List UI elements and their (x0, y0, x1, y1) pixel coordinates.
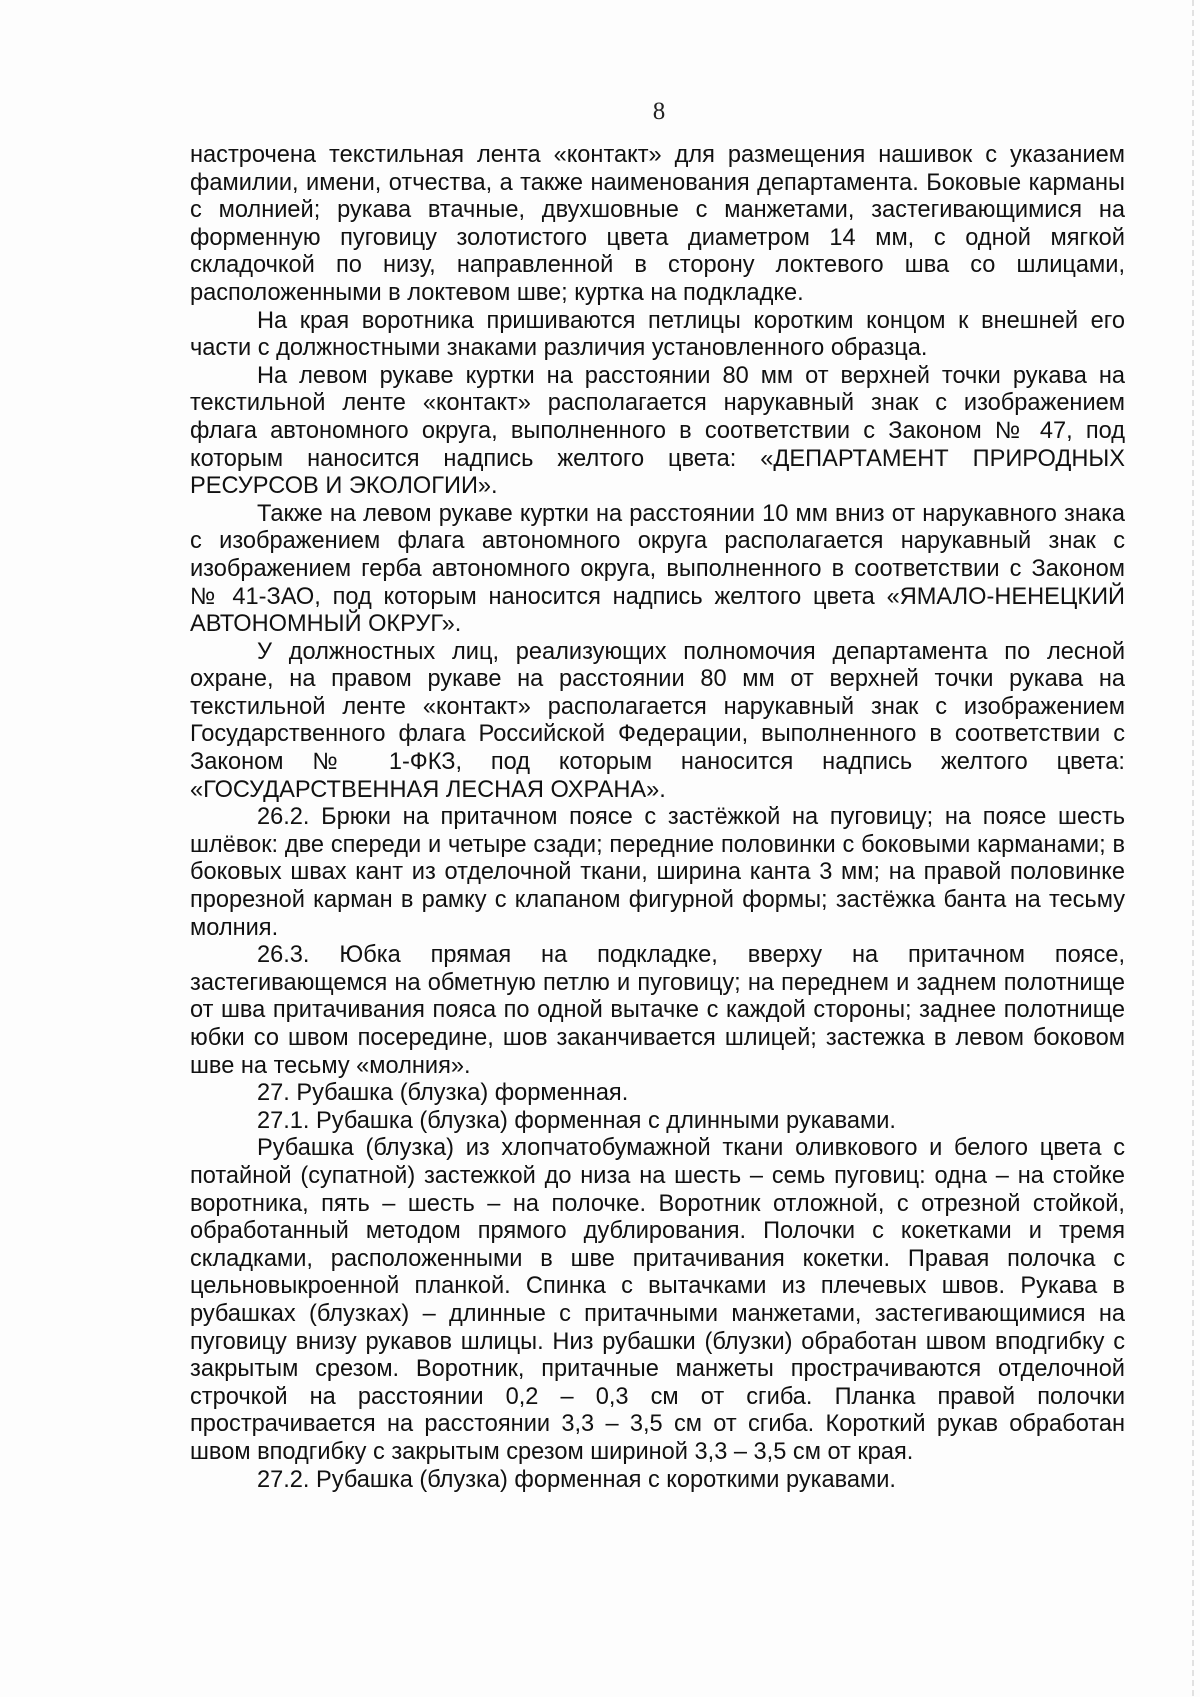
page-number: 8 (652, 98, 666, 125)
paragraph-shirt-long-heading: 27.1. Рубашка (блузка) форменная с длинными рукавами. (257, 1107, 896, 1134)
document-body (190, 142, 1125, 1494)
paragraph-continuation: настрочена текстильная лента «контакт» для размещения нашивок с указанием фамилии, имени, отчества, а также наименования департамента. Боковые карманы с молнией; рукава втачные, двухшовные с манжетами, застегивающимися на форменную пуговицу золотистого цвета диаметром 14 мм, с одной мягкой складочкой по низу, направленной в сторону локтевого шва со шлицами, расположенными в локтевом шве; куртка на подкладке. (190, 142, 1125, 306)
paragraph-shirt-short-heading: 27.2. Рубашка (блузка) форменная с короткими рукавами. (257, 1466, 896, 1493)
paragraph-right-sleeve: У должностных лиц, реализующих полномочия департамента по лесной охране, на правом рукаве на расстоянии 80 мм от верхней точки рукава на текстильной ленте «контакт» располагается нарукавный знак с изображением Государственного флага Российской Федерации, выполненного в соответствии с Законом № 1-ФКЗ, под которым наносится надпись желтого цвета: «ГОСУДАРСТВЕННАЯ ЛЕСНАЯ ОХРАНА». (190, 638, 1125, 803)
paragraph-shirt-description: Рубашка (блузка) из хлопчатобумажной ткани оливкового и белого цвета с потайной (супатной) застежкой до низа на шесть – семь пуговиц: одна – на стойке воротника, пять – шесть – на полочке. Воротник отложной, с отрезной стойкой, обработанный методом прямого дублирования. Полочки с кокетками и тремя складками, расположенными в шве притачивания кокетки. Правая полочка с цельновыкроенной планкой. Спинка с вытачками из плечевых швов. Рукава в рубашках (блузках) – длинные с притачными манжетами, застегивающимися на пуговицу внизу рукавов шлицы. Низ рубашки (блузки) обработан швом вподгибку с закрытым срезом. Воротник, притачные манжеты прострачиваются отделочной строчкой на расстоянии 0,2 – 0,3 см от сгиба. Планка правой полочки прострачивается на расстоянии 3,3 – 3,5 см от сгиба. Короткий рукав обработан швом вподгибку с закрытым срезом шириной 3,3 – 3,5 см от края. (190, 1135, 1125, 1465)
scan-edge (1192, 0, 1194, 1697)
paragraph-shirt-heading: 27. Рубашка (блузка) форменная. (257, 1080, 629, 1107)
paragraph-trousers: 26.2. Брюки на притачном поясе с застёжкой на пуговицу; на поясе шесть шлёвок: две спереди и четыре сзади; передние половинки с боковыми карманами; в боковых швах кант из отделочной ткани, ширина канта 3 мм; на правой половинке прорезной карман в рамку с клапаном фигурной формы; застёжка банта на тесьму молния. (190, 804, 1125, 941)
paragraph-left-sleeve-flag: На левом рукаве куртки на расстоянии 80 мм от верхней точки рукава на текстильной ленте «контакт» располагается нарукавный знак с изображением флага автономного округа, выполненного в соответствии с Законом № 47, под которым наносится надпись желтого цвета: «ДЕПАРТАМЕНТ ПРИРОДНЫХ РЕСУРСОВ И ЭКОЛОГИИ». (190, 362, 1125, 500)
paragraph-skirt: 26.3. Юбка прямая на подкладке, вверху на притачном поясе, застегивающемся на обметную петлю и пуговицу; на переднем и заднем полотнище от шва притачивания пояса по одной вытачке с каждой стороны; заднее полотнище юбки со швом посередине, шов заканчивается шлицей; застежка в левом боковом шве на тесьму «молния». (190, 942, 1125, 1079)
paragraph-left-sleeve-emblem: Также на левом рукаве куртки на расстоянии 10 мм вниз от нарукавного знака с изображением флага автономного округа располагается нарукавный знак с изображением герба автономного округа, выполненного в соответствии с Законом № 41-ЗАО, под которым наносится надпись желтого цвета «ЯМАЛО-НЕНЕЦКИЙ АВТОНОМНЫЙ ОКРУГ». (190, 500, 1125, 638)
paragraph-collar-tabs: На края воротника пришиваются петлицы коротким концом к внешней его части с должностными знаками различия установленного образца. (190, 307, 1125, 362)
